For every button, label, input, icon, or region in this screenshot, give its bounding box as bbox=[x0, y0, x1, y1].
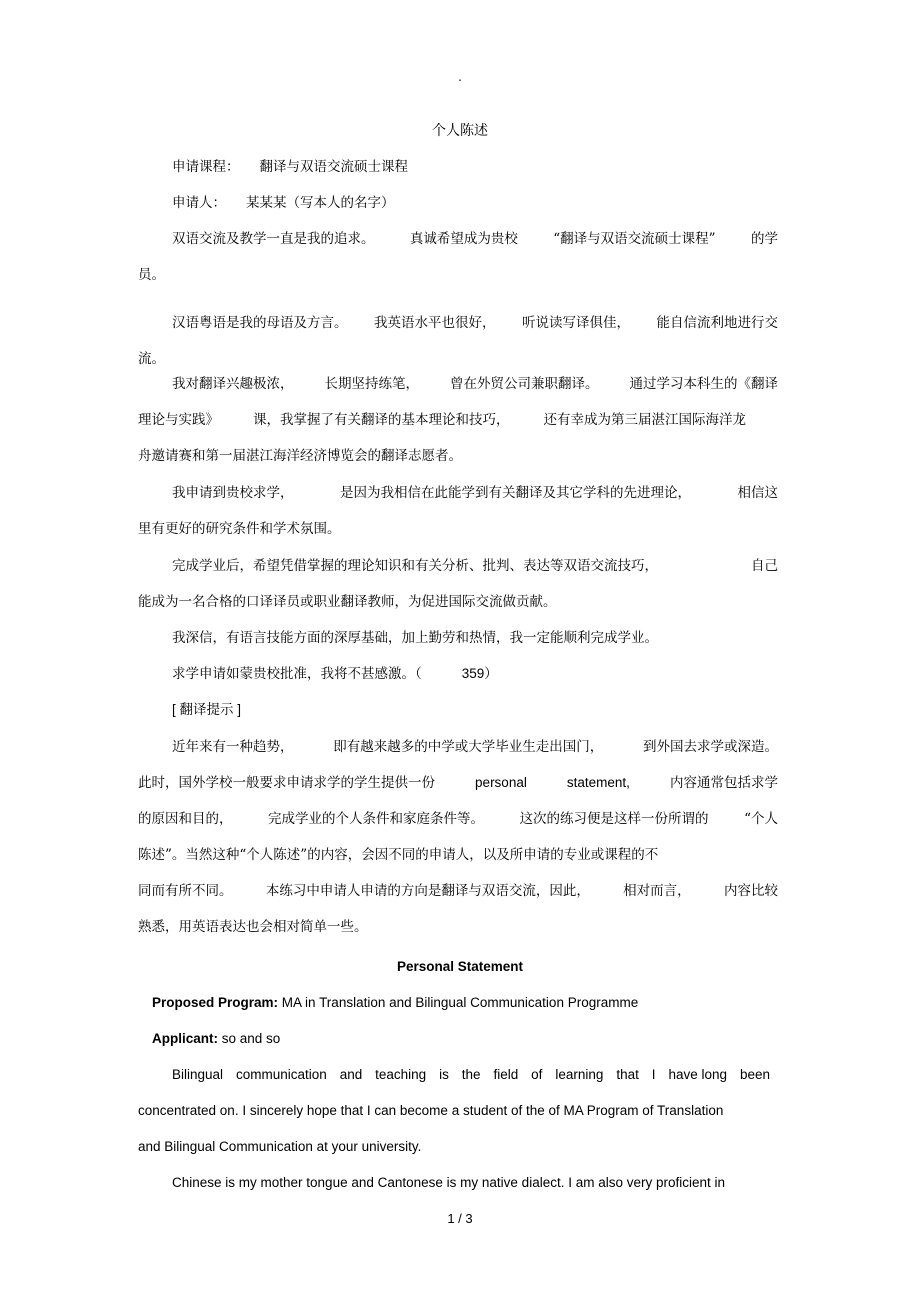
e1-w11: have long bbox=[668, 1067, 728, 1082]
word-count: 359 bbox=[461, 666, 485, 681]
p2-seg-2: 听说读写译俱佳， bbox=[522, 315, 630, 331]
en-program-label: Proposed Program: bbox=[152, 995, 279, 1010]
p3-seg-1: 长期坚持练笔， bbox=[324, 376, 419, 392]
en-applicant-line bbox=[138, 1021, 778, 1057]
top-mark: . bbox=[458, 70, 462, 84]
p3-seg-0: 我对翻译兴趣极浓， bbox=[172, 376, 294, 392]
p3-seg-5: 课，我掌握了有关翻译的基本理论和技巧， bbox=[253, 412, 510, 428]
applicant-value: 某某某（写本人的名字） bbox=[246, 195, 395, 211]
e1-w9: that bbox=[616, 1067, 639, 1082]
p6-text: 我深信，有语言技能方面的深厚基础，加上勤劳和热情，我一定能顺利完成学业。 bbox=[172, 630, 658, 646]
e1-w5: the bbox=[461, 1067, 481, 1082]
p2-seg-0: 汉语粤语是我的母语及方言。 bbox=[172, 315, 348, 331]
e1-line2: concentrated on. I sincerely hope that I can become a student of the of MA Program of Translation bbox=[138, 1103, 724, 1118]
h1-seg-5: statement, bbox=[566, 775, 630, 790]
h1-seg-3: 此时，国外学校一般要求申请求学的学生提供一份 bbox=[138, 775, 435, 791]
e2-line1: Chinese is my mother tongue and Cantonese is my native dialect. I am also very proficient in bbox=[172, 1175, 726, 1190]
h1-seg-8: 完成学业的个人条件和家庭条件等。 bbox=[268, 811, 485, 827]
page-number: 1 / 3 bbox=[447, 1211, 473, 1226]
p2-seg-3: 能自信流利地进行交 bbox=[656, 315, 778, 331]
p5-seg-1: 自己 bbox=[751, 558, 778, 574]
e1-w2: and bbox=[339, 1067, 363, 1082]
h1-seg-14: 相对而言， bbox=[623, 883, 691, 899]
h1-seg-15: 内容比较 bbox=[723, 883, 778, 899]
h1-seg-10: “个人 bbox=[744, 811, 778, 827]
p7-seg-0: 求学申请如蒙贵校批准，我将不甚感激。（ bbox=[172, 666, 422, 682]
p2-seg-4: 流。 bbox=[138, 351, 165, 367]
hint-title bbox=[138, 692, 778, 728]
e1-w0: Bilingual bbox=[172, 1067, 224, 1082]
paragraph-7 bbox=[138, 656, 778, 692]
applicant-line bbox=[138, 185, 778, 221]
p2-seg-1: 我英语水平也很好， bbox=[374, 315, 496, 331]
e1-w8: learning bbox=[555, 1067, 604, 1082]
p1-seg-1: 真诚希望成为贵校 bbox=[409, 231, 518, 247]
p1-seg-3: 的学 bbox=[750, 231, 778, 247]
h1-seg-6: 内容通常包括求学 bbox=[669, 775, 778, 791]
p7-seg-2: ） bbox=[484, 666, 498, 682]
h1-seg-2: 到外国去求学或深造。 bbox=[643, 739, 778, 755]
program-value: 翻译与双语交流硕士课程 bbox=[259, 159, 408, 175]
chinese-title: 个人陈述 bbox=[432, 123, 488, 139]
p5-seg-0: 完成学业后，希望凭借掌握的理论知识和有关分析、批判、表达等双语交流技巧， bbox=[172, 558, 658, 574]
hint-paragraph bbox=[138, 729, 778, 945]
en-applicant-label: Applicant: bbox=[152, 1031, 218, 1046]
h1-seg-9: 这次的练习便是这样一份所谓的 bbox=[519, 811, 709, 827]
p3-seg-4: 理论与实践》 bbox=[138, 412, 219, 428]
paragraph-5 bbox=[138, 548, 778, 620]
paragraph-4 bbox=[138, 475, 778, 547]
e1-w7: of bbox=[531, 1067, 543, 1082]
h1-seg-12: 同而有所不同。 bbox=[138, 883, 233, 899]
p4-seg-0: 我申请到贵校求学， bbox=[172, 485, 294, 501]
e1-line3: and Bilingual Communication at your university. bbox=[138, 1139, 422, 1154]
p1-seg-4: 员。 bbox=[138, 267, 165, 283]
p3-seg-6: 还有幸成为第三届湛江国际海洋龙 bbox=[543, 412, 746, 428]
paragraph-1 bbox=[138, 221, 778, 293]
p3-seg-7: 舟邀请赛和第一届湛江海洋经济博览会的翻译志愿者。 bbox=[138, 448, 462, 464]
en-program-line bbox=[138, 985, 778, 1021]
p4-seg-3: 里有更好的研究条件和学术氛围。 bbox=[138, 521, 341, 537]
program-label: 申请课程： bbox=[172, 159, 240, 175]
p4-seg-1: 是因为我相信在此能学到有关翻译及其它学科的先进理论， bbox=[340, 485, 691, 501]
applicant-label: 申请人： bbox=[172, 195, 226, 211]
en-paragraph-2 bbox=[138, 1165, 778, 1201]
en-program-value: MA in Translation and Bilingual Communication Programme bbox=[281, 995, 639, 1010]
p4-seg-2: 相信这 bbox=[737, 485, 778, 501]
e1-w10: I bbox=[651, 1067, 656, 1082]
p5-seg-2: 能成为一名合格的口译译员或职业翻译教师，为促进国际交流做贡献。 bbox=[138, 594, 557, 610]
h1-seg-0: 近年来有一种趋势， bbox=[172, 739, 294, 755]
h1-seg-16: 熟悉，用英语表达也会相对简单一些。 bbox=[138, 919, 368, 935]
p1-seg-0: 双语交流及教学一直是我的追求。 bbox=[172, 231, 375, 247]
paragraph-3 bbox=[138, 366, 778, 474]
p1-seg-2: “翻译与双语交流硕士课程” bbox=[553, 231, 716, 247]
p3-seg-3: 通过学习本科生的《翻译 bbox=[629, 376, 778, 392]
h1-seg-7: 的原因和目的， bbox=[138, 811, 233, 827]
p3-seg-2: 曾在外贸公司兼职翻译。 bbox=[450, 376, 599, 392]
h1-seg-4: personal bbox=[475, 775, 527, 790]
h1-seg-11: 陈述”。当然这种“个人陈述”的内容，会因不同的申请人，以及所申请的专业或课程的不 bbox=[138, 847, 659, 863]
h1-seg-1: 即有越来越多的中学或大学毕业生走出国门， bbox=[333, 739, 604, 755]
h1-seg-13: 本练习中申请人申请的方向是翻译与双语交流，因此， bbox=[265, 883, 590, 899]
en-applicant-value: so and so bbox=[221, 1031, 281, 1046]
e1-w1: communication bbox=[235, 1067, 327, 1082]
en-paragraph-1 bbox=[138, 1057, 770, 1165]
program-line bbox=[138, 149, 778, 185]
e1-w3: teaching bbox=[375, 1067, 427, 1082]
english-title: Personal Statement bbox=[396, 959, 524, 974]
e1-w4: is bbox=[439, 1067, 449, 1082]
e1-w12: been bbox=[739, 1067, 770, 1082]
hint-title-text: [ 翻译提示 ] bbox=[172, 702, 242, 717]
paragraph-6 bbox=[138, 620, 778, 656]
e1-w6: field bbox=[493, 1067, 519, 1082]
